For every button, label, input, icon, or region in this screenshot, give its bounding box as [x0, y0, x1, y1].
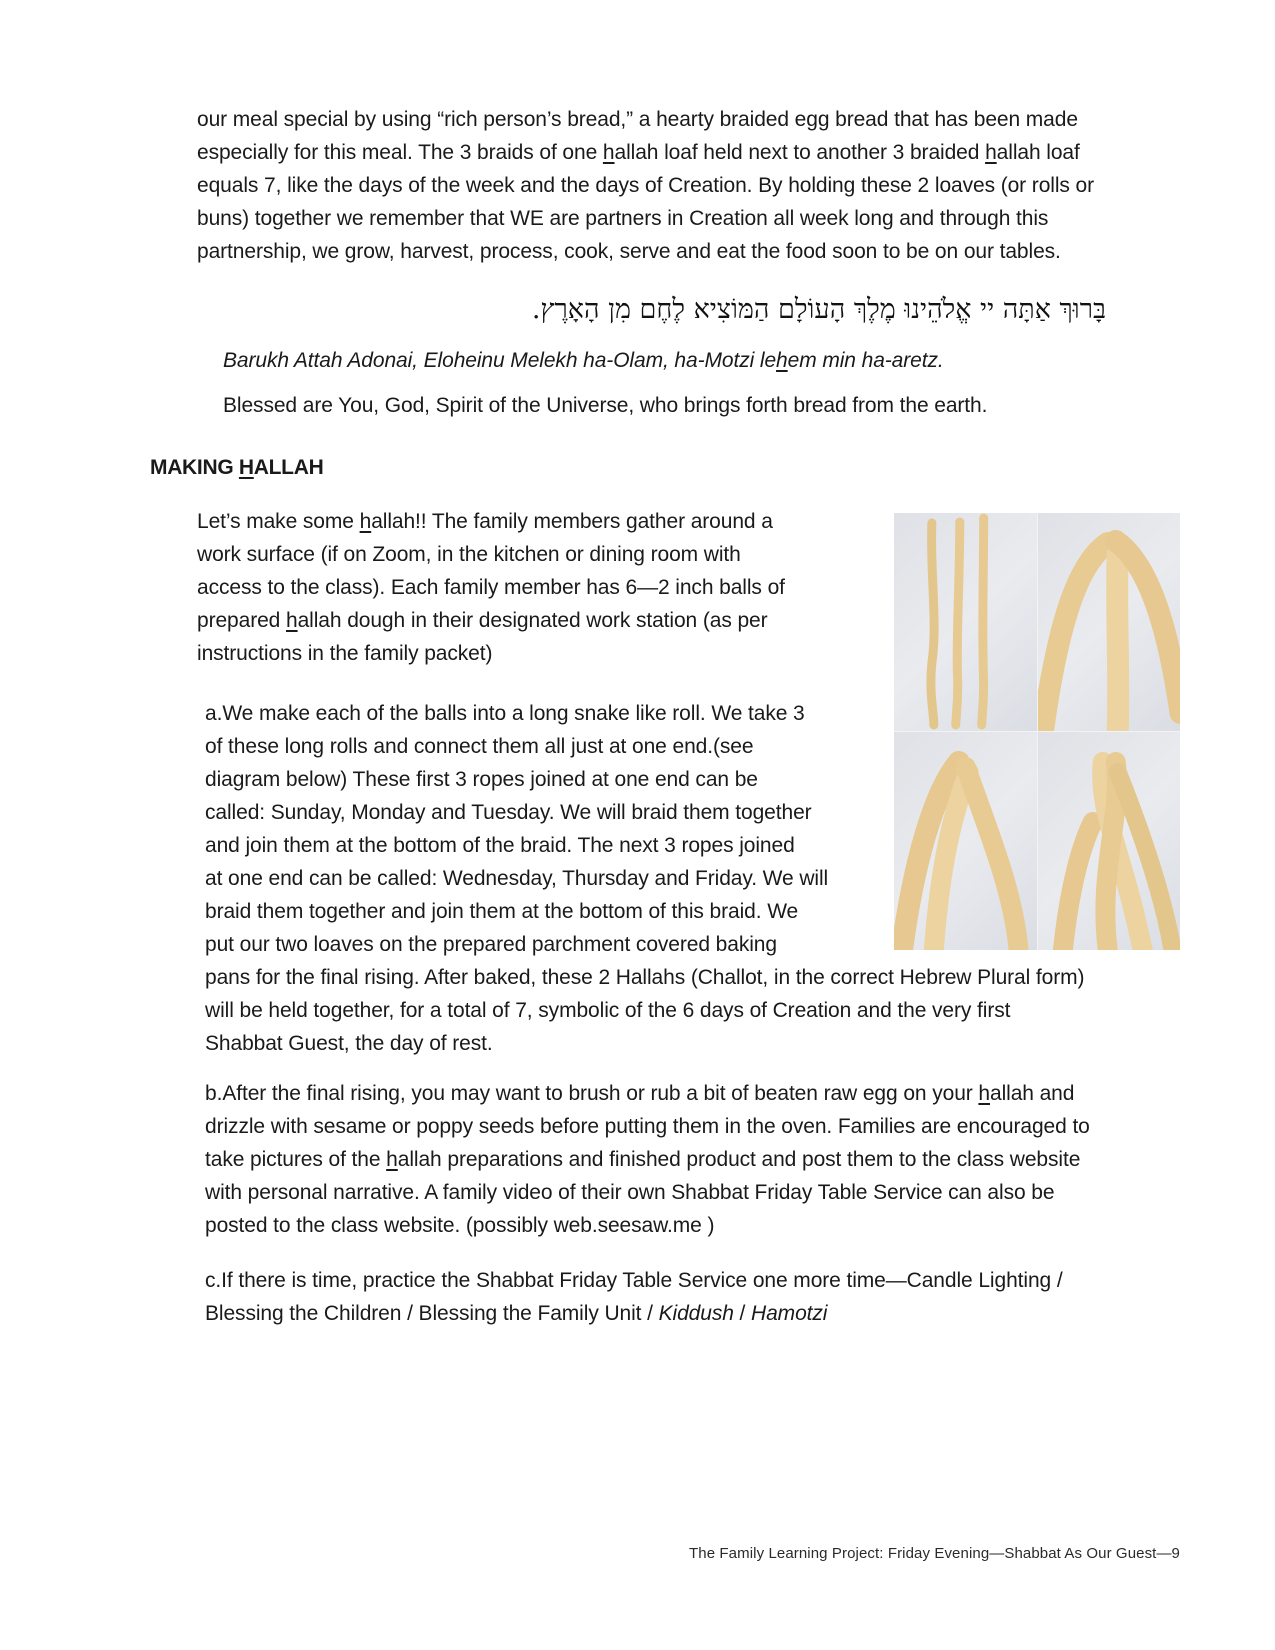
underlined-letter: h	[985, 141, 997, 164]
text-line: posted to the class website. (possibly web.seesaw.me )	[205, 1214, 715, 1237]
italic-term: Hamotzi	[751, 1302, 828, 1325]
text-line: instructions in the family packet)	[197, 642, 493, 665]
text-line: will be held together, for a total of 7, symbolic of the 6 days of Creation and the very first	[205, 999, 1011, 1022]
text-span: allah preparations and finished product and post them to the class website	[397, 1148, 1081, 1171]
text-span: allah loaf held next to another 3 braided	[614, 141, 986, 164]
text-line: of these long rolls and connect them all just at one end.(see	[205, 735, 754, 758]
text-line: buns) together we remember that WE are partners in Creation all week long and through this	[197, 207, 1049, 230]
step-a-paragraph	[205, 697, 1180, 1060]
step-b-paragraph	[205, 1077, 1180, 1242]
text-line: braid them together and join them at the bottom of this braid. We	[205, 900, 799, 923]
text-line: equals 7, like the days of the week and the days of Creation. By holding these 2 loaves (or rolls or	[197, 174, 1095, 197]
text-span: MAKING	[150, 456, 239, 479]
underlined-letter: h	[386, 1148, 398, 1171]
underlined-letter: h	[359, 510, 372, 533]
transliteration	[223, 344, 944, 377]
text-span: /	[733, 1302, 752, 1325]
text-line	[197, 505, 877, 538]
text-line: with personal narrative. A family video of their own Shabbat Friday Table Service can also be	[205, 1181, 1055, 1204]
text-line	[205, 1077, 1180, 1110]
text-line: drizzle with sesame or poppy seeds before putting them in the oven. Families are encouraged to	[205, 1115, 1090, 1138]
text-span: Let’s make some	[197, 510, 360, 533]
text-span: Blessing the Children / Blessing the Family Unit /	[205, 1302, 659, 1325]
text-line: pans for the final rising. After baked, these 2 Hallahs (Challot, in the correct Hebrew Plural form)	[205, 966, 1085, 989]
text-line	[205, 1143, 1180, 1176]
text-span: allah loaf	[996, 141, 1080, 164]
section-heading	[150, 456, 323, 480]
text-span: allah dough in their designated work station (as per	[297, 609, 768, 632]
text-span: em min ha-aretz.	[787, 349, 944, 372]
text-line: called: Sunday, Monday and Tuesday. We will braid them together	[205, 801, 812, 824]
text-span: prepared	[197, 609, 286, 632]
text-line	[197, 136, 1172, 169]
text-line: Shabbat Guest, the day of rest.	[205, 1032, 493, 1055]
page-footer: The Family Learning Project: Friday Evening—Shabbat As Our Guest—9	[689, 1545, 1180, 1562]
text-line	[205, 1297, 1180, 1330]
text-span: Barukh Attah Adonai, Eloheinu Melekh ha-Olam, ha-Motzi le	[223, 349, 777, 372]
hebrew-blessing: בָּרוּךְ אַתָּה יי אֱלֹהֵינוּ מֶלֶךְ הָעוֹלָם הַמּוֹצִיא לֶחֶם מִן הָאָרֶץ.	[531, 294, 1106, 325]
text-line: work surface (if on Zoom, in the kitchen or dining room with	[197, 543, 741, 566]
underlined-letter: h	[978, 1082, 990, 1105]
text-span: ALLAH	[253, 456, 324, 479]
text-line: partnership, we grow, harvest, process, cook, serve and eat the food soon to be on our tables.	[197, 240, 1061, 263]
lead-paragraph	[197, 505, 877, 670]
text-span: take pictures of the	[205, 1148, 387, 1171]
underlined-letter: h	[602, 141, 615, 164]
text-line: diagram below) These first 3 ropes joined at one end can be	[205, 768, 758, 791]
text-span: allah and	[990, 1082, 1075, 1105]
text-span: b.After the final rising, you may want to brush or rub a bit of beaten raw egg on your	[205, 1082, 979, 1105]
text-line: c.If there is time, practice the Shabbat Friday Table Service one more time—Candle Lighting /	[205, 1269, 1063, 1292]
text-line: our meal special by using “rich person’s bread,” a hearty braided egg bread that has been made	[197, 108, 1078, 131]
text-line: a.We make each of the balls into a long snake like roll. We take 3	[205, 702, 805, 725]
underlined-letter: h	[776, 349, 788, 372]
text-line: put our two loaves on the prepared parchment covered baking	[205, 933, 777, 956]
text-span: allah!! The family members gather around a	[371, 510, 773, 533]
underlined-letter: h	[286, 609, 298, 632]
step-c-paragraph	[205, 1264, 1180, 1330]
intro-paragraph	[197, 103, 1172, 268]
text-line: and join them at the bottom of the braid. The next 3 ropes joined	[205, 834, 795, 857]
text-line: access to the class). Each family member has 6—2 inch balls of	[197, 576, 785, 599]
text-line: at one end can be called: Wednesday, Thursday and Friday. We will	[205, 867, 829, 890]
italic-term: Kiddush	[658, 1302, 734, 1325]
text-line	[197, 604, 877, 637]
translation: Blessed are You, God, Spirit of the Universe, who brings forth bread from the earth.	[223, 394, 988, 417]
underlined-letter: H	[238, 456, 254, 479]
text-span: especially for this meal. The 3 braids of one	[197, 141, 603, 164]
